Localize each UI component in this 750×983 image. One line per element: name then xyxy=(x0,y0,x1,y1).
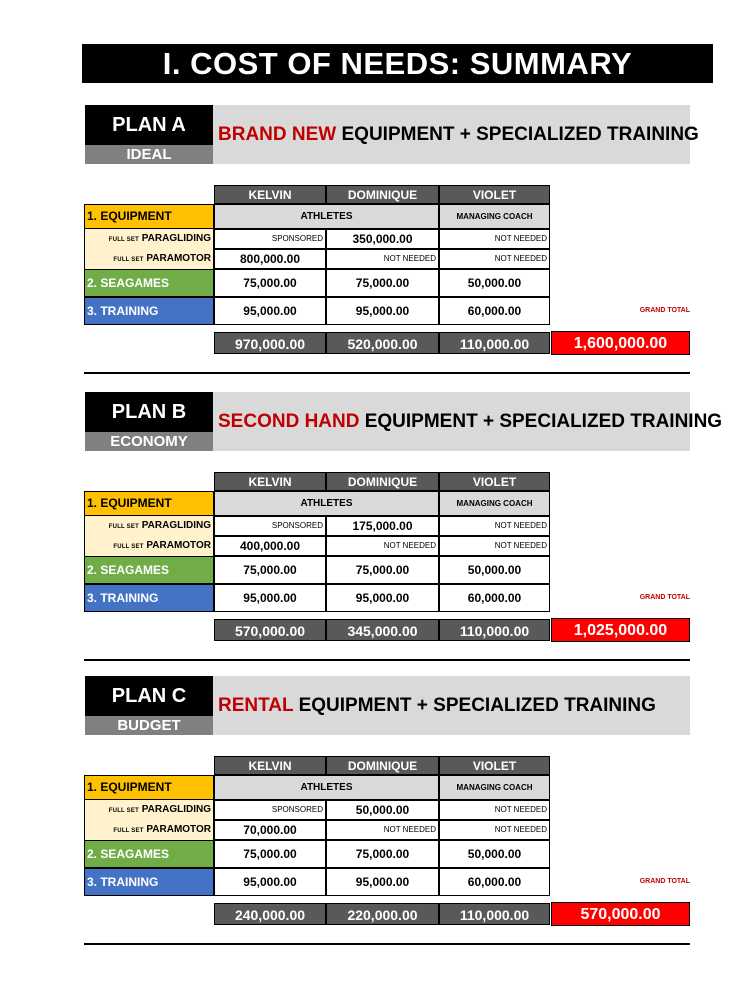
athletes-group: ATHLETES xyxy=(214,204,439,229)
column-header: VIOLET xyxy=(439,756,550,775)
equipment-label: 1. EQUIPMENT xyxy=(84,491,214,516)
paragliding-value: SPONSORED xyxy=(214,229,326,249)
paramotor-value: 70,000.00 xyxy=(214,820,326,840)
grand-total-label: GRAND TOTAL xyxy=(639,307,690,314)
paramotor-label xyxy=(84,249,214,269)
seagames-label: 2. SEAGAMES xyxy=(84,840,214,868)
paragliding-value: SPONSORED xyxy=(214,516,326,536)
athletes-group: ATHLETES xyxy=(214,491,439,516)
page-title: I. COST OF NEEDS: SUMMARY xyxy=(82,44,713,83)
seagames-label: 2. SEAGAMES xyxy=(84,269,214,297)
equipment-label: 1. EQUIPMENT xyxy=(84,775,214,800)
column-total: 240,000.00 xyxy=(214,903,326,925)
section-divider xyxy=(84,372,690,374)
paramotor-value: NOT NEEDED xyxy=(439,536,550,556)
seagames-value: 50,000.00 xyxy=(439,556,550,584)
seagames-value: 75,000.00 xyxy=(326,840,439,868)
training-value: 60,000.00 xyxy=(439,297,550,325)
seagames-value: 75,000.00 xyxy=(214,556,326,584)
training-value: 95,000.00 xyxy=(214,297,326,325)
paramotor-value: NOT NEEDED xyxy=(439,820,550,840)
training-value: 95,000.00 xyxy=(214,584,326,612)
column-total: 520,000.00 xyxy=(326,332,439,354)
training-value: 95,000.00 xyxy=(326,584,439,612)
plan-banner xyxy=(213,105,699,164)
training-value: 95,000.00 xyxy=(326,868,439,896)
column-total: 220,000.00 xyxy=(326,903,439,925)
column-header: KELVIN xyxy=(214,472,326,491)
plan-tier: BUDGET xyxy=(85,716,213,735)
training-value: 60,000.00 xyxy=(439,868,550,896)
grand-total-value: 1,600,000.00 xyxy=(551,331,690,355)
paragliding-name: PARAGLIDING xyxy=(141,804,211,815)
paragliding-value: NOT NEEDED xyxy=(439,800,550,820)
paramotor-name: PARAMOTOR xyxy=(146,824,211,835)
training-value: 60,000.00 xyxy=(439,584,550,612)
column-header: DOMINIQUE xyxy=(326,185,439,204)
paragliding-value: NOT NEEDED xyxy=(439,229,550,249)
coach-group: MANAGING COACH xyxy=(439,775,550,800)
banner-highlight: BRAND NEW xyxy=(218,124,337,145)
seagames-value: 50,000.00 xyxy=(439,269,550,297)
column-total: 345,000.00 xyxy=(326,619,439,641)
column-total: 110,000.00 xyxy=(439,619,550,641)
banner-text: EQUIPMENT + SPECIALIZED TRAINING xyxy=(359,411,723,432)
full-set-label: FULL SET xyxy=(113,828,144,834)
training-label: 3. TRAINING xyxy=(84,297,214,325)
paragliding-label xyxy=(84,800,214,820)
training-value: 95,000.00 xyxy=(214,868,326,896)
banner-highlight: RENTAL xyxy=(218,695,294,716)
grand-total-label: GRAND TOTAL xyxy=(639,878,690,885)
grand-total-label: GRAND TOTAL xyxy=(639,594,690,601)
full-set-label: FULL SET xyxy=(113,257,144,263)
paramotor-value: NOT NEEDED xyxy=(439,249,550,269)
full-set-label: FULL SET xyxy=(108,808,139,814)
training-label: 3. TRAINING xyxy=(84,868,214,896)
plan-name: PLAN B xyxy=(85,392,213,432)
banner-text: EQUIPMENT + SPECIALIZED TRAINING xyxy=(336,124,699,145)
paramotor-value: NOT NEEDED xyxy=(326,536,439,556)
paramotor-value: NOT NEEDED xyxy=(326,249,439,269)
paramotor-value: 400,000.00 xyxy=(214,536,326,556)
plan-tier: IDEAL xyxy=(85,145,213,164)
banner-text: EQUIPMENT + SPECIALIZED TRAINING xyxy=(293,695,656,716)
paramotor-name: PARAMOTOR xyxy=(146,253,211,264)
seagames-label: 2. SEAGAMES xyxy=(84,556,214,584)
paramotor-value: 800,000.00 xyxy=(214,249,326,269)
paragliding-name: PARAGLIDING xyxy=(141,520,211,531)
column-header: DOMINIQUE xyxy=(326,472,439,491)
paragliding-label xyxy=(84,229,214,249)
paragliding-name: PARAGLIDING xyxy=(141,233,211,244)
paragliding-value: 350,000.00 xyxy=(326,229,439,249)
paragliding-value: 50,000.00 xyxy=(326,800,439,820)
grand-total-value: 1,025,000.00 xyxy=(551,618,690,642)
plan-banner xyxy=(213,676,690,735)
column-total: 110,000.00 xyxy=(439,903,550,925)
seagames-value: 75,000.00 xyxy=(326,269,439,297)
grand-total-value: 570,000.00 xyxy=(551,902,690,926)
banner-highlight: SECOND HAND xyxy=(218,411,360,432)
paragliding-value: SPONSORED xyxy=(214,800,326,820)
column-total: 570,000.00 xyxy=(214,619,326,641)
plan-name: PLAN A xyxy=(85,105,213,145)
training-value: 95,000.00 xyxy=(326,297,439,325)
plan-section xyxy=(0,676,750,936)
equipment-label: 1. EQUIPMENT xyxy=(84,204,214,229)
seagames-value: 75,000.00 xyxy=(326,556,439,584)
column-total: 970,000.00 xyxy=(214,332,326,354)
paramotor-label xyxy=(84,536,214,556)
paragliding-label xyxy=(84,516,214,536)
column-header: DOMINIQUE xyxy=(326,756,439,775)
paramotor-value: NOT NEEDED xyxy=(326,820,439,840)
paragliding-value: NOT NEEDED xyxy=(439,516,550,536)
plan-section xyxy=(0,105,750,365)
full-set-label: FULL SET xyxy=(108,524,139,530)
full-set-label: FULL SET xyxy=(113,544,144,550)
seagames-value: 75,000.00 xyxy=(214,840,326,868)
athletes-group: ATHLETES xyxy=(214,775,439,800)
column-header: KELVIN xyxy=(214,756,326,775)
full-set-label: FULL SET xyxy=(108,237,139,243)
section-divider xyxy=(84,943,690,945)
plan-section xyxy=(0,392,750,652)
section-divider xyxy=(84,659,690,661)
column-total: 110,000.00 xyxy=(439,332,550,354)
plan-tier: ECONOMY xyxy=(85,432,213,451)
coach-group: MANAGING COACH xyxy=(439,491,550,516)
plan-name: PLAN C xyxy=(85,676,213,716)
column-header: KELVIN xyxy=(214,185,326,204)
training-label: 3. TRAINING xyxy=(84,584,214,612)
paragliding-value: 175,000.00 xyxy=(326,516,439,536)
coach-group: MANAGING COACH xyxy=(439,204,550,229)
column-header: VIOLET xyxy=(439,185,550,204)
column-header: VIOLET xyxy=(439,472,550,491)
paramotor-label xyxy=(84,820,214,840)
paramotor-name: PARAMOTOR xyxy=(146,540,211,551)
plan-banner xyxy=(213,392,723,451)
seagames-value: 75,000.00 xyxy=(214,269,326,297)
seagames-value: 50,000.00 xyxy=(439,840,550,868)
